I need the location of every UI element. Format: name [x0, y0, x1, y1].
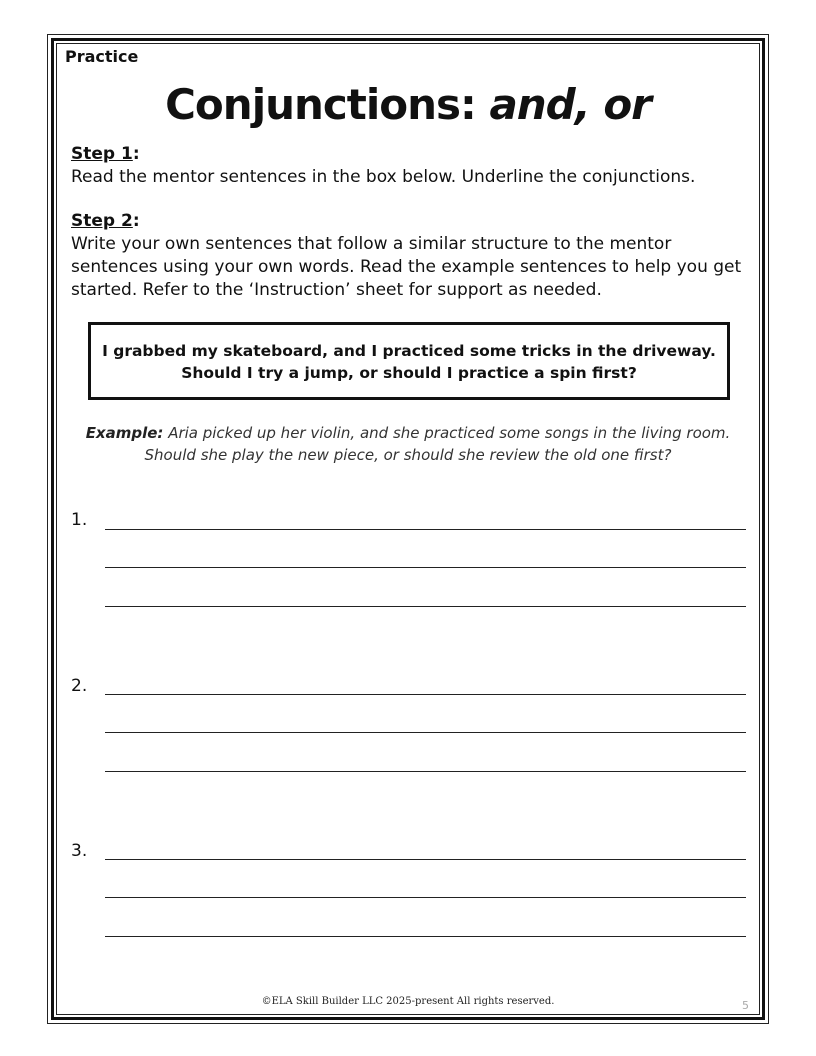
writing-line[interactable]: [105, 694, 746, 695]
example-sentences: [72, 422, 744, 466]
step-2-colon: :: [132, 211, 140, 231]
writing-line[interactable]: [105, 859, 746, 860]
step-2-heading: [71, 211, 140, 231]
item-number-3: 3.: [71, 841, 88, 861]
step-1-label: Step 1: [71, 144, 133, 164]
section-label: Practice: [65, 47, 139, 66]
item-number-2: 2.: [71, 676, 88, 696]
page-title: [0, 80, 816, 129]
mentor-sentence-2: Should I try a jump, or should I practice a spin first?: [181, 364, 637, 382]
copyright-footer: ©ELA Skill Builder LLC 2025-present All rights reserved.: [261, 996, 555, 1007]
step-1-colon: :: [132, 144, 140, 164]
writing-line[interactable]: [105, 567, 746, 568]
title-main: Conjunctions:: [165, 80, 490, 129]
writing-line[interactable]: [105, 936, 746, 937]
writing-line[interactable]: [105, 771, 746, 772]
example-label: Example:: [85, 424, 164, 442]
step-2-instructions: Write your own sentences that follow a similar structure to the mentor sentences using your own words. Read the example sentences to help you get started. Refer to the ‘Instruction’ sheet for support as needed.: [71, 234, 742, 300]
example-text: Aria picked up her violin, and she practiced some songs in the living room. Should she play the new piece, or should she review the old one first?: [144, 424, 731, 464]
mentor-sentence-1: I grabbed my skateboard, and I practiced some tricks in the driveway.: [102, 342, 716, 360]
title-emphasis: and, or: [489, 80, 651, 129]
step-1-heading: [71, 144, 140, 164]
writing-line[interactable]: [105, 897, 746, 898]
step-2-label: Step 2: [71, 211, 133, 231]
mentor-sentences-box: [88, 322, 730, 400]
writing-line[interactable]: [105, 732, 746, 733]
writing-line[interactable]: [105, 529, 746, 530]
page-number: 5: [742, 999, 749, 1012]
item-number-1: 1.: [71, 510, 88, 530]
step-1-instructions: Read the mentor sentences in the box below. Underline the conjunctions.: [71, 167, 696, 187]
writing-line[interactable]: [105, 606, 746, 607]
